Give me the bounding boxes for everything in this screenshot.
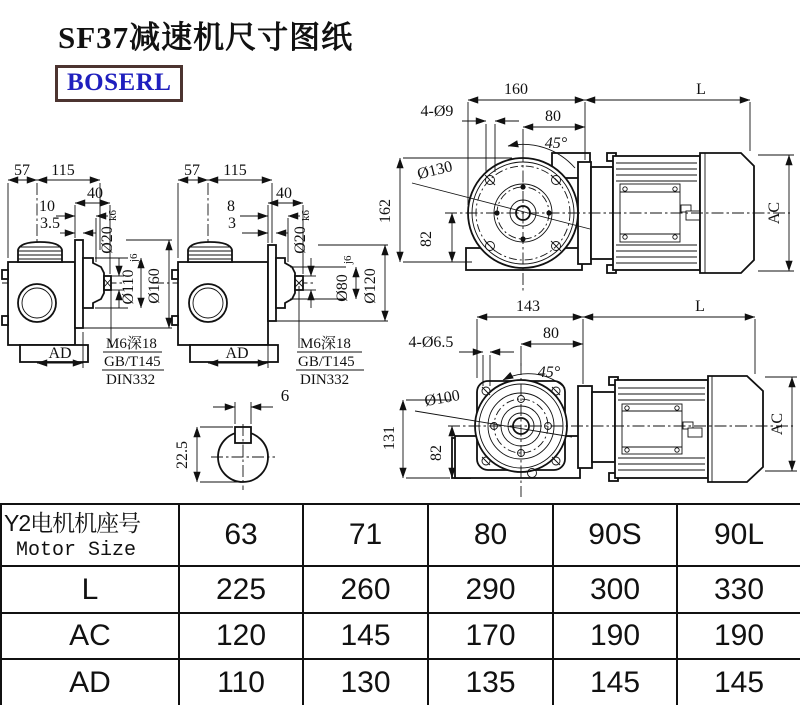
table-header-row bbox=[1, 504, 800, 566]
table-row-l bbox=[1, 566, 800, 613]
fv1-dim-ac: AC bbox=[766, 201, 783, 225]
page-title: SF37减速机尺寸图纸 bbox=[58, 20, 354, 55]
l-value-71: 260 bbox=[303, 566, 428, 613]
ac-value-71: 145 bbox=[303, 613, 428, 659]
motor-size-header-en: Motor Size bbox=[16, 538, 137, 562]
ac-value-90l: 190 bbox=[677, 613, 800, 659]
fv2-dim-80: 80 bbox=[543, 325, 559, 342]
l-value-80: 290 bbox=[428, 566, 553, 613]
sv2-note-standard: GB/T145 bbox=[298, 354, 355, 370]
sv1-dim-57: 57 bbox=[14, 162, 30, 179]
sv1-dim-10: 10 bbox=[39, 198, 55, 215]
ad-value-90s: 145 bbox=[553, 659, 677, 705]
sv2-dim-40: 40 bbox=[276, 185, 292, 202]
fv1-holes-label: 4-Ø9 bbox=[420, 103, 454, 120]
fv1-dim-82: 82 bbox=[418, 231, 435, 247]
ac-value-80: 170 bbox=[428, 613, 553, 659]
sv2-dim-3: 3 bbox=[228, 215, 236, 232]
motor-size-header-cell bbox=[1, 504, 179, 566]
row-label-l: L bbox=[1, 566, 179, 613]
sv2-note-din: DIN332 bbox=[300, 372, 350, 388]
motor-size-63: 63 bbox=[179, 504, 303, 566]
side-view-1-drawing bbox=[2, 162, 172, 388]
front-view-2-drawing bbox=[381, 298, 797, 497]
fv2-dim-131: 131 bbox=[381, 426, 398, 450]
fv1-dim-80: 80 bbox=[545, 108, 561, 125]
fv2-dim-143: 143 bbox=[516, 298, 540, 315]
shaft-key-section-drawing bbox=[174, 386, 289, 490]
sv1-note-din: DIN332 bbox=[106, 372, 156, 388]
ad-value-80: 135 bbox=[428, 659, 553, 705]
table-row-ac bbox=[1, 613, 800, 659]
ac-value-63: 120 bbox=[179, 613, 303, 659]
sv2-dim-115: 115 bbox=[223, 162, 247, 179]
sv2-shaft-dia-label: Ø20 bbox=[292, 226, 309, 254]
side-view-2-drawing bbox=[152, 162, 388, 388]
fv2-dim-82: 82 bbox=[428, 445, 445, 461]
fv2-dim-l: L bbox=[695, 298, 705, 315]
sv2-note-thread: M6深18 bbox=[300, 336, 351, 352]
sv1-pilot-tol-label: j6 bbox=[128, 253, 140, 262]
sv1-note-standard: GB/T145 bbox=[104, 354, 161, 370]
fv1-angle-label: 45° bbox=[544, 135, 568, 152]
sv2-shaft-tol-label: k6 bbox=[300, 210, 312, 221]
ad-value-63: 110 bbox=[179, 659, 303, 705]
fv2-bolt-circle-label: Ø100 bbox=[423, 387, 462, 411]
sv2-pilot-dia-label: Ø80 bbox=[334, 274, 351, 302]
fv2-holes-label: 4-Ø6.5 bbox=[408, 334, 454, 351]
fv1-dim-l: L bbox=[696, 81, 706, 98]
ad-value-71: 130 bbox=[303, 659, 428, 705]
sv2-dim-ad: AD bbox=[225, 345, 249, 362]
l-value-90l: 330 bbox=[677, 566, 800, 613]
key-depth-label: 22.5 bbox=[174, 441, 191, 469]
sv2-flange-dia-label: Ø120 bbox=[362, 268, 379, 304]
sv1-shaft-tol-label: k6 bbox=[107, 210, 119, 221]
fv1-dim-162: 162 bbox=[377, 199, 394, 223]
motor-size-71: 71 bbox=[303, 504, 428, 566]
sv1-dim-40: 40 bbox=[87, 185, 103, 202]
sv1-note-thread: M6深18 bbox=[106, 336, 157, 352]
motor-size-90l: 90L bbox=[677, 504, 800, 566]
sv1-dim-115: 115 bbox=[51, 162, 75, 179]
fv1-dim-160: 160 bbox=[504, 81, 528, 98]
sv1-shaft-dia-label: Ø20 bbox=[99, 226, 116, 254]
sv1-dim-ad: AD bbox=[48, 345, 72, 362]
sv1-dim-3-5: 3.5 bbox=[40, 215, 60, 232]
sv1-flange-dia-label: Ø160 bbox=[146, 268, 163, 304]
table-row-ad bbox=[1, 659, 800, 705]
fv2-angle-label: 45° bbox=[537, 364, 561, 381]
key-width-label: 6 bbox=[280, 386, 290, 405]
brand-logo-text: BOSERL bbox=[67, 69, 172, 96]
motor-size-80: 80 bbox=[428, 504, 553, 566]
l-value-63: 225 bbox=[179, 566, 303, 613]
front-view-1-drawing bbox=[377, 81, 794, 292]
ad-value-90l: 145 bbox=[677, 659, 800, 705]
fv2-dim-ac: AC bbox=[769, 412, 786, 436]
dimension-table bbox=[0, 503, 800, 705]
sv2-pilot-tol-label: j6 bbox=[342, 255, 354, 264]
motor-size-90s: 90S bbox=[553, 504, 677, 566]
motor-size-header-cn: Y2电机机座号 bbox=[4, 510, 141, 537]
l-value-90s: 300 bbox=[553, 566, 677, 613]
sv2-dim-8: 8 bbox=[227, 198, 235, 215]
row-label-ac: AC bbox=[1, 613, 179, 659]
ac-value-90s: 190 bbox=[553, 613, 677, 659]
sv2-dim-57: 57 bbox=[184, 162, 200, 179]
fv1-bolt-circle-label: Ø130 bbox=[415, 158, 455, 184]
row-label-ad: AD bbox=[1, 659, 179, 705]
sv1-pilot-dia-label: Ø110 bbox=[120, 269, 137, 305]
